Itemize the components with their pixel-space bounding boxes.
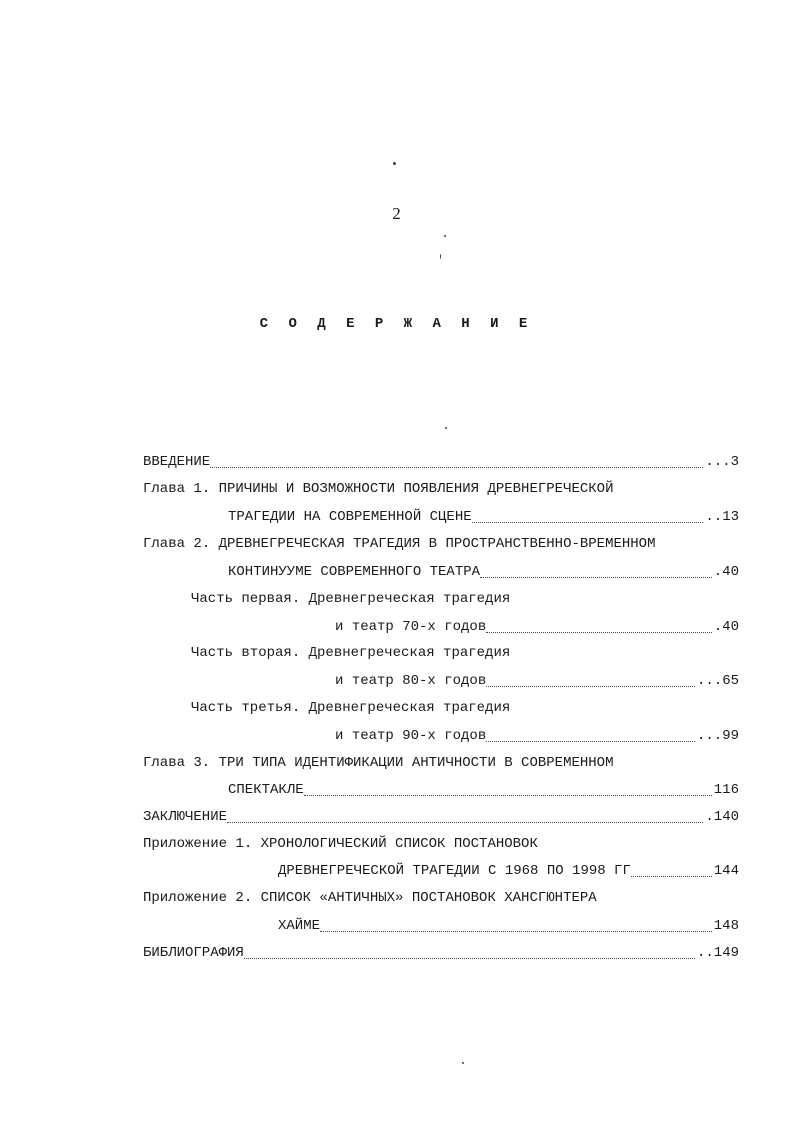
scan-speck <box>440 254 441 259</box>
toc-entry-app1 <box>278 861 739 881</box>
dot-leader <box>472 521 704 523</box>
scan-speck <box>393 162 396 165</box>
toc-entry-page: .40 <box>713 619 739 635</box>
toc-entry-page: 148 <box>713 918 739 934</box>
dot-leader <box>486 685 695 687</box>
dot-leader <box>304 794 712 796</box>
toc-entry-part1-line1: Часть первая. Древнегреческая трагедия <box>191 591 511 607</box>
scan-speck <box>444 235 446 237</box>
toc-entry-page: ...65 <box>696 673 739 689</box>
toc-entry-page: 144 <box>713 863 739 879</box>
toc-entry-part3-line1: Часть третья. Древнегреческая трагедия <box>191 700 511 716</box>
toc-entry-ch2 <box>228 562 739 582</box>
toc-entry-page: .140 <box>705 809 739 825</box>
toc-entry-label: КОНТИНУУМЕ СОВРЕМЕННОГО ТЕАТРА <box>228 564 481 580</box>
toc-entry-label: и театр 80-х годов <box>335 673 487 689</box>
toc-entry-page: .40 <box>713 564 739 580</box>
toc-entry-app2 <box>278 916 739 936</box>
toc-entry-label: и театр 90-х годов <box>335 728 487 744</box>
scan-speck <box>445 427 447 429</box>
toc-entry-label: ЗАКЛЮЧЕНИЕ <box>143 809 228 825</box>
toc-entry-page: ..13 <box>705 509 739 525</box>
toc-entry-label: и театр 70-х годов <box>335 619 487 635</box>
dot-leader <box>631 875 712 877</box>
toc-entry-app2-line1: Приложение 2. СПИСОК «АНТИЧНЫХ» ПОСТАНОВОК ХАНСГЮНТЕРА <box>143 890 597 906</box>
toc-entry-page: ...3 <box>705 454 739 470</box>
toc-entry-app1-line1: Приложение 1. ХРОНОЛОГИЧЕСКИЙ СПИСОК ПОСТАНОВОК <box>143 836 538 852</box>
dot-leader <box>227 821 703 823</box>
dot-leader <box>480 576 712 578</box>
dot-leader <box>486 740 695 742</box>
toc-entry-page: 116 <box>713 782 739 798</box>
toc-entry-label: ХАЙМЕ <box>278 918 321 934</box>
toc-entry-label: ТРАГЕДИИ НА СОВРЕМЕННОЙ СЦЕНЕ <box>228 509 472 525</box>
toc-entry-bibliography <box>143 943 739 963</box>
dot-leader <box>320 930 712 932</box>
dot-leader <box>486 631 712 633</box>
scan-speck <box>462 1062 464 1064</box>
toc-entry-ch1-line1: Глава 1. ПРИЧИНЫ И ВОЗМОЖНОСТИ ПОЯВЛЕНИЯ ДРЕВНЕГРЕЧЕСКОЙ <box>143 481 614 497</box>
toc-entry-ch3-line1: Глава 3. ТРИ ТИПА ИДЕНТИФИКАЦИИ АНТИЧНОСТИ В СОВРЕМЕННОМ <box>143 755 614 771</box>
toc-entry-page: ..149 <box>696 945 739 961</box>
toc-entry-part3 <box>335 726 739 746</box>
toc-entry-part2 <box>335 671 739 691</box>
dot-leader <box>244 957 695 959</box>
toc-entry-label: ВВЕДЕНИЕ <box>143 454 211 470</box>
toc-entry-label: БИБЛИОГРАФИЯ <box>143 945 244 961</box>
dot-leader <box>210 466 703 468</box>
toc-entry-label: ДРЕВНЕГРЕЧЕСКОЙ ТРАГЕДИИ С 1968 ПО 1998 ГГ <box>278 863 631 879</box>
toc-entry-ch2-line1: Глава 2. ДРЕВНЕГРЕЧЕСКАЯ ТРАГЕДИЯ В ПРОСТРАНСТВЕННО-ВРЕМЕННОМ <box>143 536 656 552</box>
toc-entry-part2-line1: Часть вторая. Древнегреческая трагедия <box>191 645 511 661</box>
toc-entry-ch3 <box>228 780 739 800</box>
toc-entry-part1 <box>335 617 739 637</box>
page-number: 2 <box>392 204 401 223</box>
toc-entry-conclusion <box>143 807 739 827</box>
toc-entry-intro <box>143 452 739 472</box>
toc-entry-page: ...99 <box>696 728 739 744</box>
toc-entry-ch1 <box>228 507 739 527</box>
toc-title: С О Д Е Р Ж А Н И Е <box>259 316 534 332</box>
toc-entry-label: СПЕКТАКЛЕ <box>228 782 304 798</box>
